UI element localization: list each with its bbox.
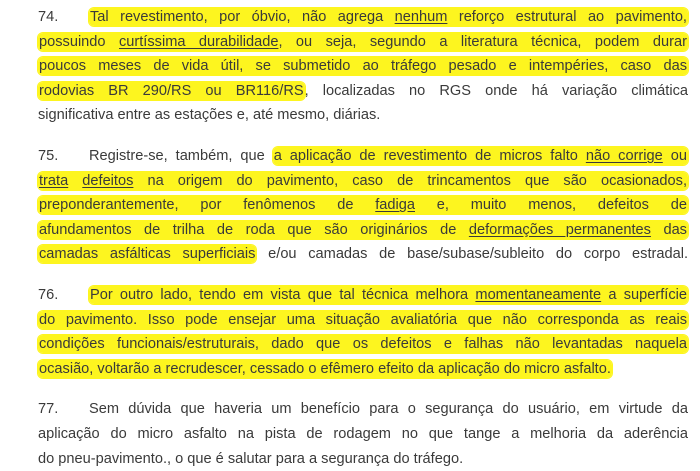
underlined-text: trata xyxy=(39,173,68,189)
text-segment: , localizadas no RGS onde há variação climática xyxy=(305,83,688,99)
underlined-text: defeitos xyxy=(82,173,133,189)
paragraph-number: 77. xyxy=(38,397,78,422)
paragraph-number: 74. xyxy=(38,5,78,30)
text-segment: ou xyxy=(663,148,687,164)
text-line xyxy=(38,397,688,422)
underlined-text: momentaneamente xyxy=(475,287,601,303)
text-line xyxy=(38,30,688,55)
text-segment: Por outro lado, tendo em vista que tal técnica melhora xyxy=(90,287,475,303)
text-line xyxy=(38,79,688,104)
highlighted-text: camadas asfálticas superficiais xyxy=(38,245,256,263)
text-segment: significativa entre as estações e, até mesmo, diárias. xyxy=(38,107,380,123)
text-segment: preponderantemente, por fenômenos de xyxy=(39,197,375,213)
text-segment: a superfície xyxy=(601,287,687,303)
text-line xyxy=(38,242,688,267)
text-segment: do pneu-pavimento., o que é salutar para a segurança do tráfego. xyxy=(38,451,463,467)
text-segment: , ou seja, segundo a literatura técnica, podem durar xyxy=(278,34,687,50)
text-line xyxy=(38,54,688,79)
paragraph-number: 75. xyxy=(38,144,78,169)
text-segment: Tal revestimento, por óbvio, não agrega xyxy=(90,9,395,25)
underlined-text: fadiga xyxy=(375,197,415,213)
underlined-text: não corrige xyxy=(586,148,663,164)
highlighted-text: ocasião, voltarão a recrudescer, cessado o efêmero efeito da aplicação do micro asfalto. xyxy=(38,360,612,378)
text-segment: das xyxy=(651,222,687,238)
paragraph-75 xyxy=(38,144,688,267)
underlined-text: deformações permanentes xyxy=(469,222,651,238)
underlined-text: curtíssima durabilidade xyxy=(119,34,278,50)
text-line xyxy=(38,144,688,169)
underlined-text: nenhum xyxy=(395,9,448,25)
highlighted-text: condições funcionais/estruturais, dado que os defeitos e falhas não levantadas naquela xyxy=(38,335,688,353)
text-line xyxy=(38,5,688,30)
text-segment: poucos meses de vida útil, se submetido ao tráfego pesado e intempéries, caso das xyxy=(38,57,688,75)
text-line xyxy=(38,332,688,357)
text-segment: na origem do pavimento, caso de trincamentos que são ocasionados, xyxy=(133,173,687,189)
text-segment: e, muito menos, defeitos de xyxy=(415,197,687,213)
text-segment: e/ou camadas de base/subase/subleito do corpo estradal. xyxy=(256,246,688,262)
text-segment: Sem dúvida que haveria um benefício para o segurança do usuário, em virtude da xyxy=(89,401,688,417)
text-line xyxy=(38,193,688,218)
text-segment: afundamentos de trilha de roda que são originários de xyxy=(39,222,469,238)
text-line xyxy=(38,447,688,471)
paragraph-number: 76. xyxy=(38,283,78,308)
text-line xyxy=(38,169,688,194)
paragraph-77 xyxy=(38,397,688,471)
paragraph-74 xyxy=(38,5,688,128)
text-line xyxy=(38,283,688,308)
text-segment: aplicação do micro asfalto na pista de rodagem no que tange a melhoria da aderência xyxy=(38,426,688,442)
highlighted-text: rodovias BR 290/RS ou BR116/RS xyxy=(38,82,305,100)
text-line xyxy=(38,218,688,243)
text-line xyxy=(38,308,688,333)
text-segment: possuindo xyxy=(39,34,119,50)
text-line xyxy=(38,422,688,447)
text-line xyxy=(38,103,688,128)
paragraph-76 xyxy=(38,283,688,381)
text-line xyxy=(38,357,688,382)
text-segment: a aplicação de revestimento de micros falto xyxy=(274,148,586,164)
text-segment: Registre-se, também, que xyxy=(89,148,273,164)
highlighted-text: do pavimento. Isso pode ensejar uma situação avaliatória que não corresponda as reais xyxy=(38,311,688,329)
text-segment: reforço estrutural ao pavimento, xyxy=(447,9,687,25)
